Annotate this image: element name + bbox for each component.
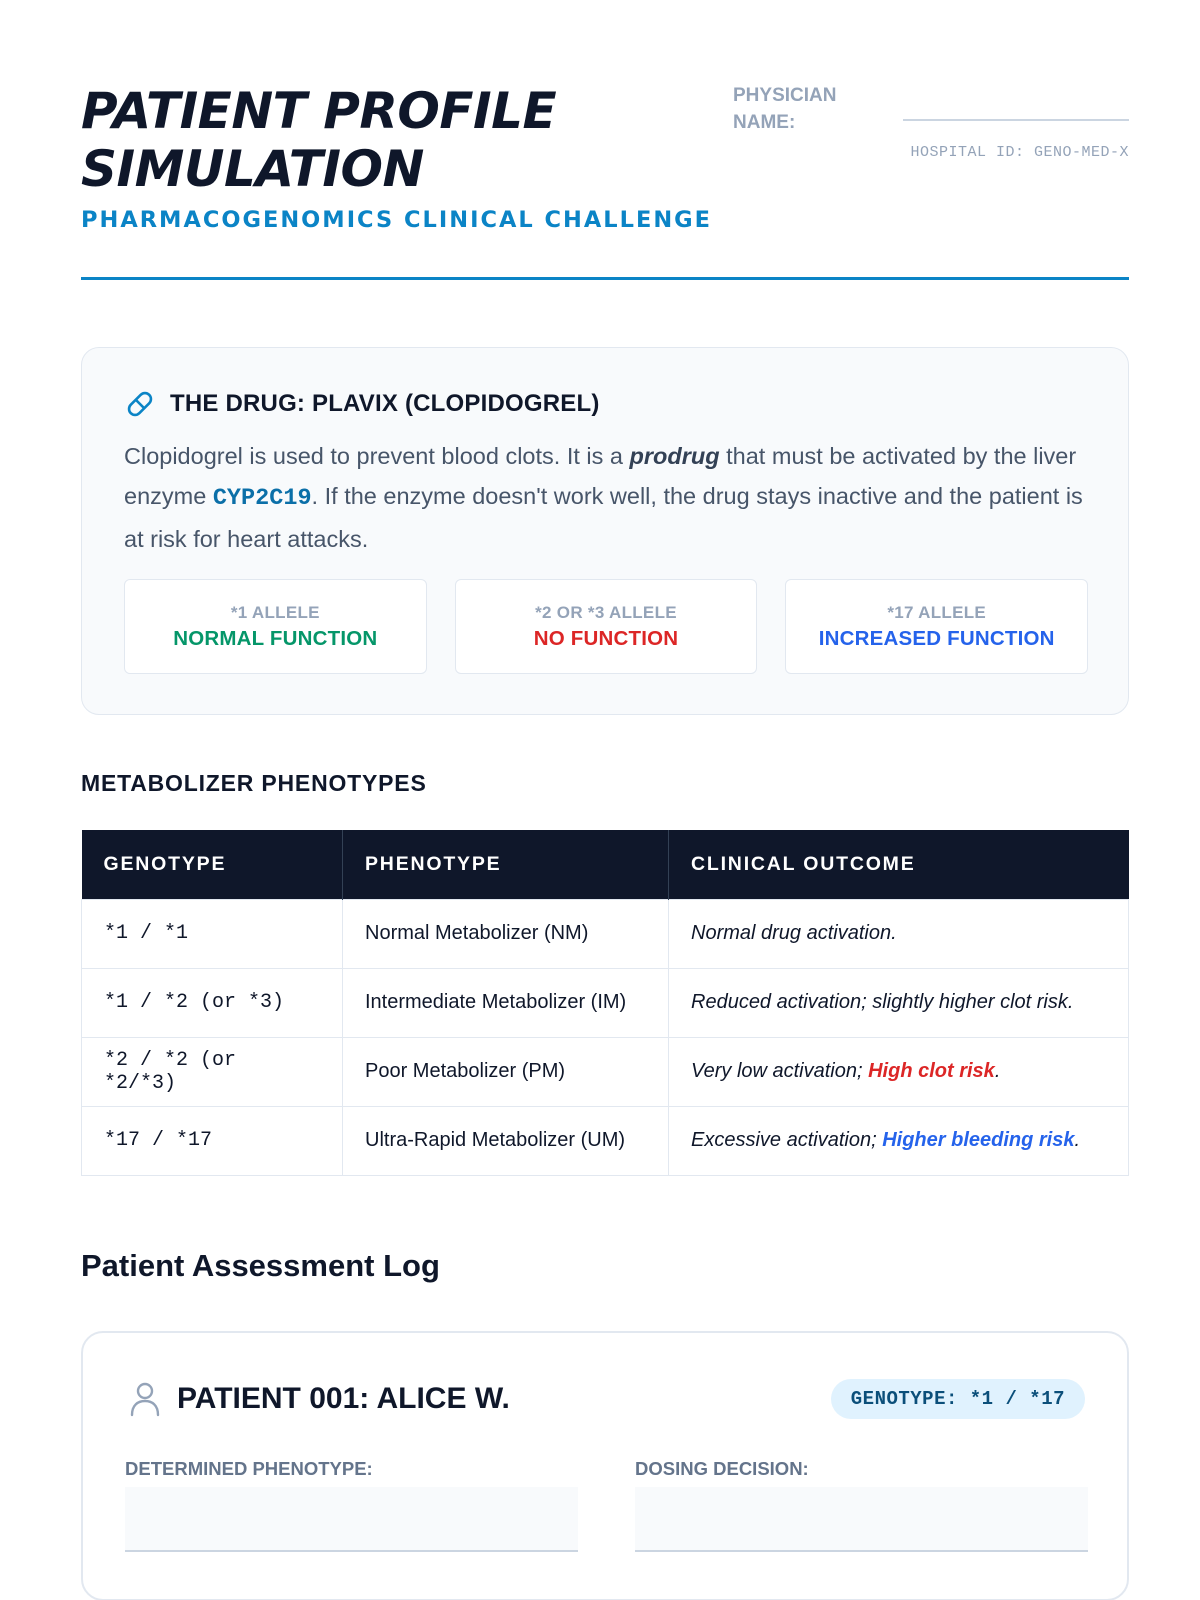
outcome-cell xyxy=(669,1106,1129,1175)
drug-info-card xyxy=(81,347,1129,715)
outcome-cell xyxy=(669,899,1129,968)
phenotype-cell: Normal Metabolizer (NM) xyxy=(343,899,669,968)
table-header-row xyxy=(82,830,1129,899)
patient-name: PATIENT 001: ALICE W. xyxy=(177,1382,510,1415)
genotype-cell: *1 / *1 xyxy=(82,899,343,968)
phenotype-table xyxy=(81,830,1129,1176)
column-header-genotype: GENOTYPE xyxy=(82,830,343,899)
header xyxy=(81,0,1129,280)
allele-function: INCREASED FUNCTION xyxy=(818,626,1055,650)
allele-card-star1 xyxy=(124,579,427,674)
dosing-field-label: DOSING DECISION: xyxy=(635,1458,809,1479)
outcome-cell xyxy=(669,968,1129,1037)
allele-card-star17 xyxy=(785,579,1088,674)
column-header-phenotype: PHENOTYPE xyxy=(343,830,669,899)
user-icon xyxy=(129,1381,161,1417)
drug-desc-text: that must be activated by the liver enzyme xyxy=(124,443,1077,509)
outcome-text: Normal drug activation. xyxy=(691,922,897,944)
outcome-tail: . xyxy=(1074,1129,1081,1151)
allele-name: *2 OR *3 ALLELE xyxy=(535,602,677,622)
high-clot-risk-label: High clot risk xyxy=(868,1060,995,1082)
drug-title: THE DRUG: PLAVIX (CLOPIDOGREL) xyxy=(170,390,600,417)
drug-desc-text: . If the enzyme doesn't work well, the drug stays inactive and the patient is at risk for heart attacks. xyxy=(124,483,1083,552)
phenotype-cell: Intermediate Metabolizer (IM) xyxy=(343,968,669,1037)
physician-name-field[interactable] xyxy=(903,119,1129,121)
allele-name: *17 ALLELE xyxy=(887,602,987,622)
bleeding-risk-label: Higher bleeding risk xyxy=(882,1129,1075,1151)
allele-function: NO FUNCTION xyxy=(533,626,679,650)
allele-card-star2-star3 xyxy=(455,579,758,674)
table-row xyxy=(82,968,1129,1037)
dosing-decision-input[interactable] xyxy=(635,1487,1088,1552)
phenotype-input[interactable] xyxy=(125,1487,578,1552)
patient-card xyxy=(81,1331,1129,1600)
physician-name-label: PHYSICIAN NAME: xyxy=(733,85,837,133)
table-row xyxy=(82,1106,1129,1175)
drug-desc-text: Clopidogrel is used to prevent blood clots. It is a xyxy=(124,443,630,469)
allele-name: *1 ALLELE xyxy=(230,602,320,622)
drug-description xyxy=(124,436,1094,559)
assessment-log-title: Patient Assessment Log xyxy=(81,1248,440,1283)
outcome-text: Very low activation; xyxy=(691,1060,869,1082)
pill-icon xyxy=(124,388,156,420)
page-title: PATIENT PROFILE SIMULATION xyxy=(81,82,557,198)
patient-card-header xyxy=(129,1381,510,1417)
phenotypes-section-title: METABOLIZER PHENOTYPES xyxy=(81,770,427,796)
phenotype-field-label: DETERMINED PHENOTYPE: xyxy=(125,1458,373,1479)
outcome-text: Excessive activation; xyxy=(691,1129,883,1151)
table-row xyxy=(82,899,1129,968)
allele-legend xyxy=(124,579,1088,674)
genotype-cell: *17 / *17 xyxy=(82,1106,343,1175)
page xyxy=(81,0,1129,1479)
page-subtitle: PHARMACOGENOMICS CLINICAL CHALLENGE xyxy=(81,207,713,233)
drug-card-header xyxy=(124,388,600,420)
table-row xyxy=(82,1037,1129,1106)
column-header-outcome: CLINICAL OUTCOME xyxy=(669,830,1129,899)
drug-desc-prodrug: prodrug xyxy=(629,443,720,469)
drug-desc-enzyme: CYP2C19 xyxy=(212,485,312,512)
hospital-id: HOSPITAL ID: GENO-MED-X xyxy=(910,144,1129,161)
outcome-cell xyxy=(669,1037,1129,1106)
allele-function: NORMAL FUNCTION xyxy=(173,626,378,650)
phenotype-cell: Poor Metabolizer (PM) xyxy=(343,1037,669,1106)
genotype-badge: GENOTYPE: *1 / *17 xyxy=(831,1379,1085,1419)
outcome-tail: . xyxy=(994,1060,1001,1082)
genotype-cell: *2 / *2 (or *2/*3) xyxy=(82,1037,343,1106)
outcome-text: Reduced activation; slightly higher clot risk. xyxy=(691,991,1074,1013)
genotype-cell: *1 / *2 (or *3) xyxy=(82,968,343,1037)
phenotype-cell: Ultra-Rapid Metabolizer (UM) xyxy=(343,1106,669,1175)
